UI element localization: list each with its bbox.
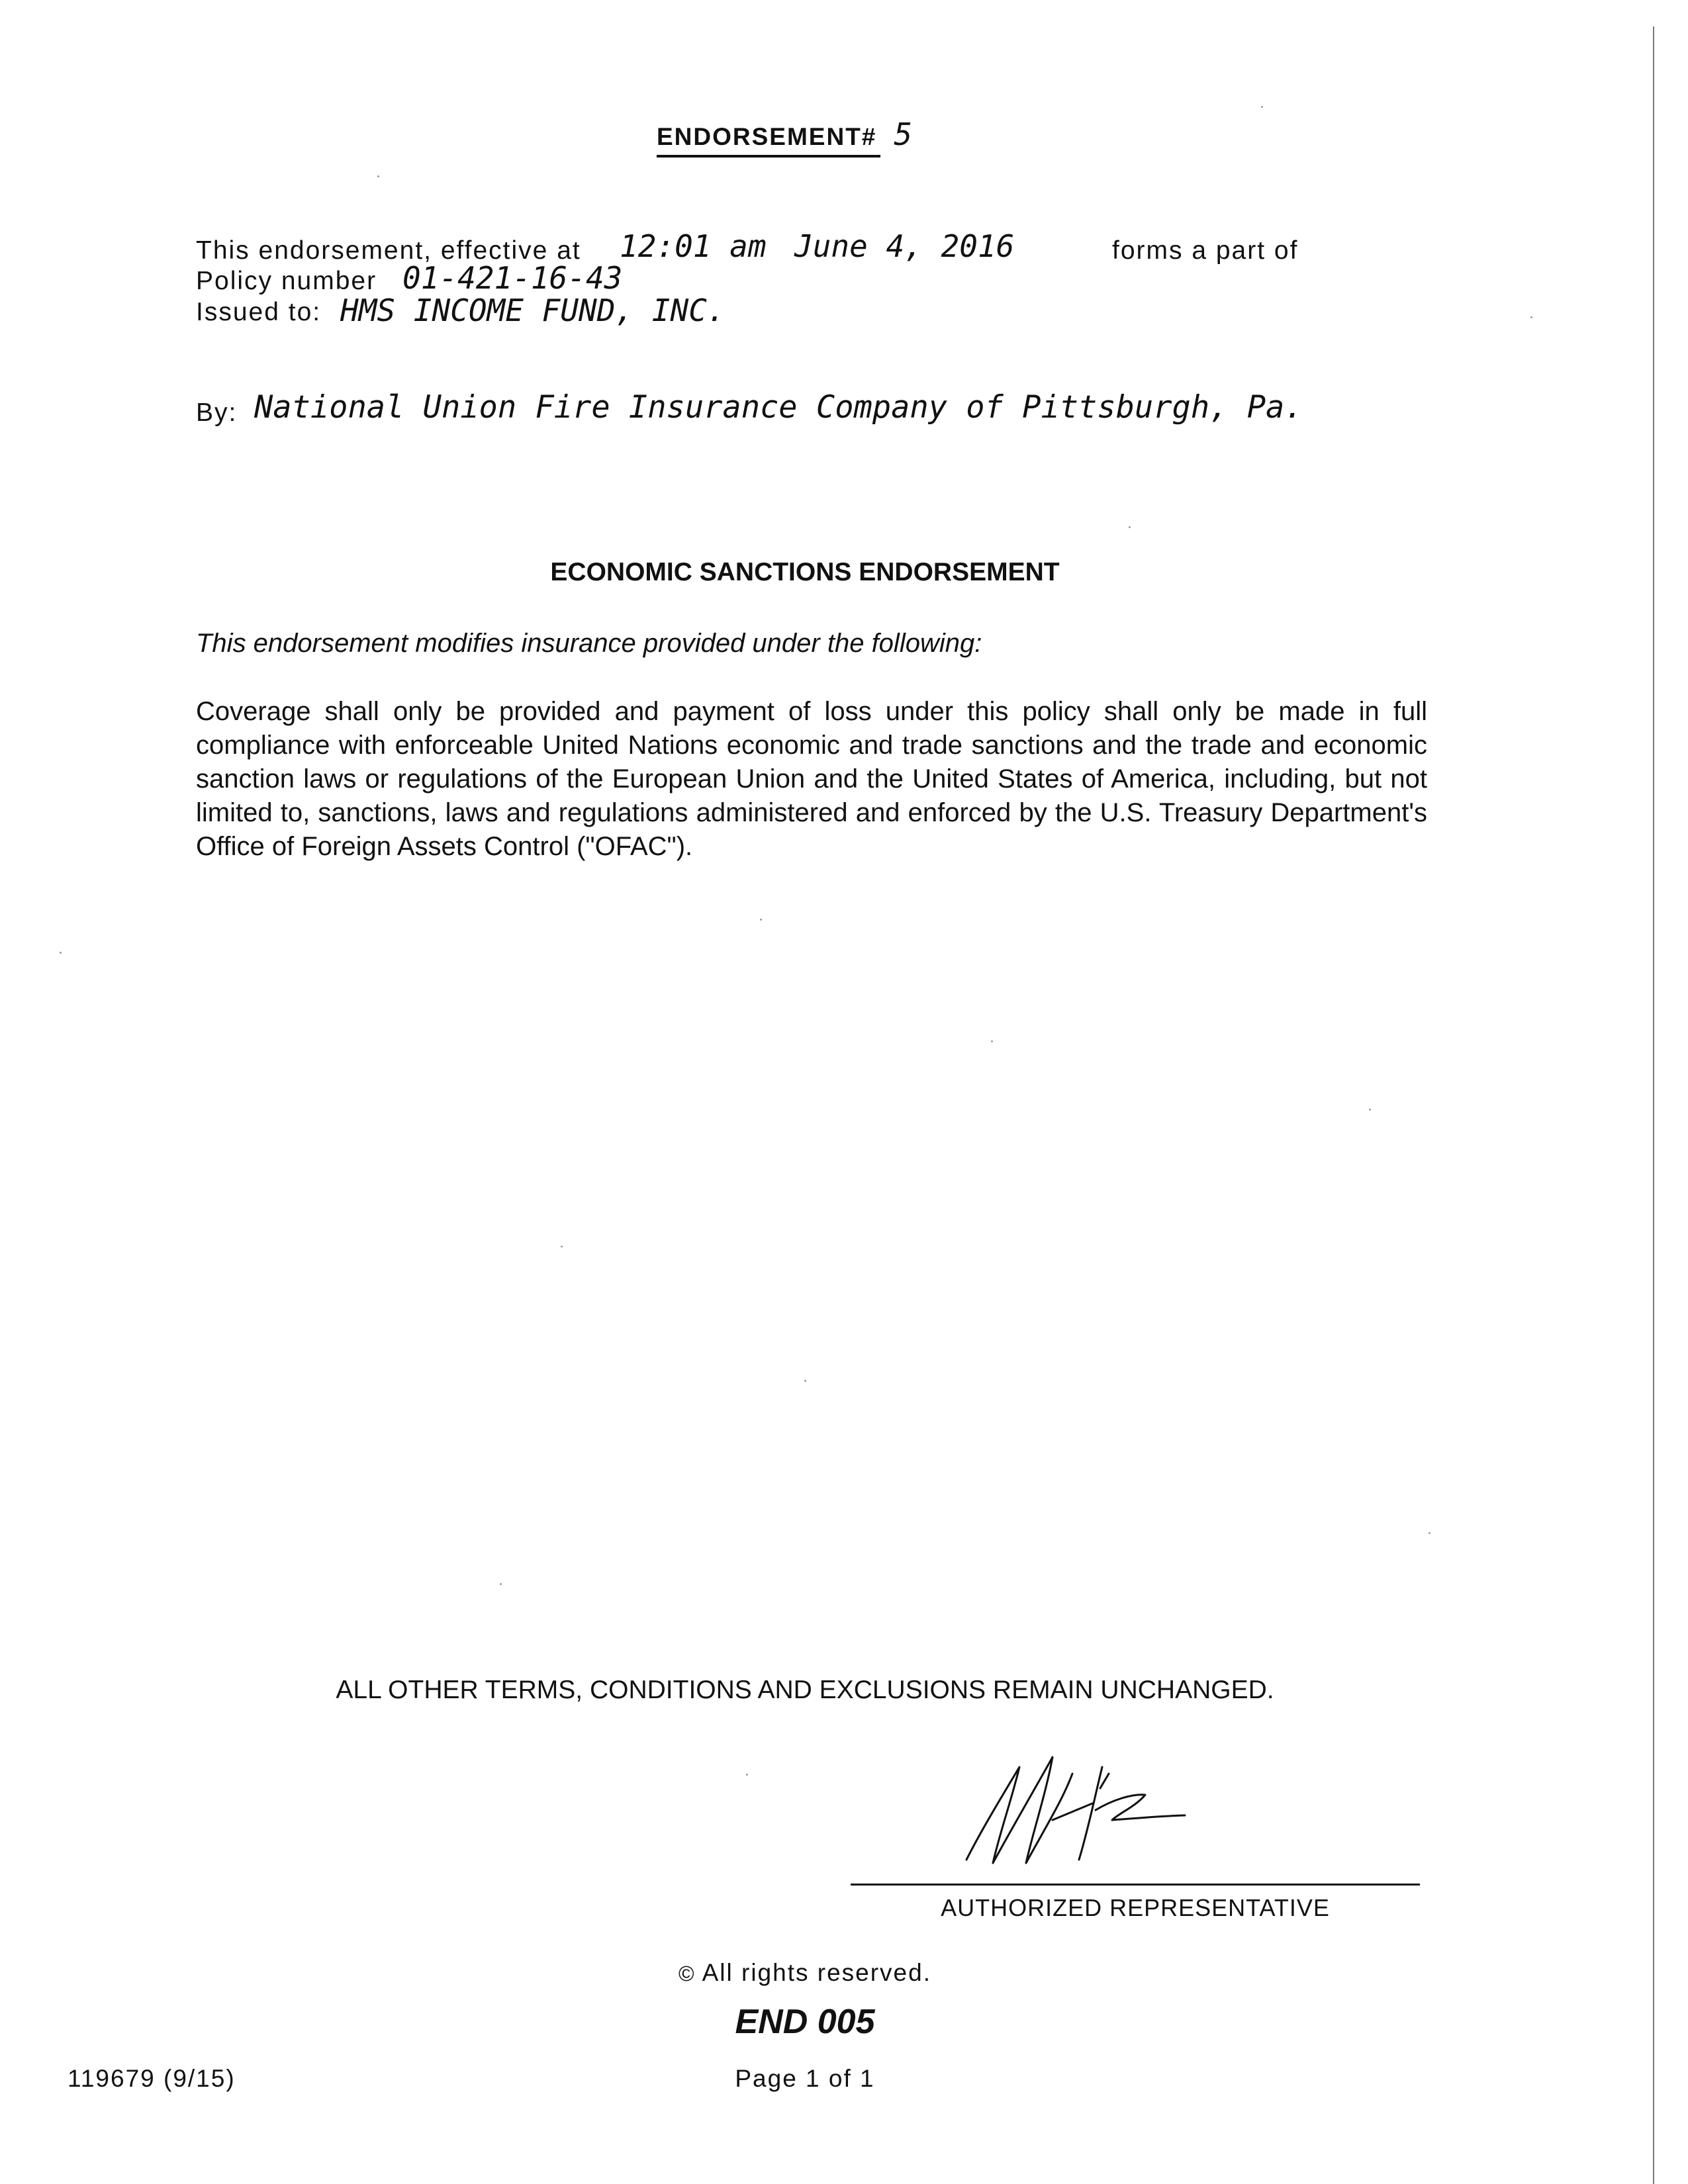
page-number: Page 1 of 1	[735, 2065, 875, 2092]
scan-speck	[377, 175, 379, 177]
issued-to-name: HMS INCOME FUND, INC.	[340, 293, 726, 328]
section-title: ECONOMIC SANCTIONS ENDORSEMENT	[550, 558, 1060, 586]
scan-speck	[1129, 526, 1131, 528]
scan-speck	[1261, 106, 1263, 108]
insurer-name: National Union Fire Insurance Company of Pittsburgh, Pa.	[254, 389, 1303, 426]
scan-speck	[746, 1774, 748, 1776]
intro-line: This endorsement modifies insurance provided under the following:	[196, 629, 982, 658]
form-number: 119679 (9/15)	[68, 2065, 236, 2092]
rights-text: All rights reserved.	[702, 1959, 931, 1986]
effective-date: June 4, 2016	[794, 228, 1015, 264]
terms-unchanged-line: ALL OTHER TERMS, CONDITIONS AND EXCLUSIONS REMAIN UNCHANGED.	[336, 1676, 1274, 1704]
scan-speck	[1530, 316, 1532, 318]
issued-to-label: Issued to:	[196, 298, 322, 326]
coverage-paragraph: Coverage shall only be provided and payment of loss under this policy shall only be made in full compliance with enforceable United Nations economic and trade sanctions and the trade and economic sanction laws or regulations of the European Union and the United States of America, including, but not limited to, sanctions, laws and regulations administered and enforced by the U.S. Treasury Department's Office of Foreign Assets Control ("OFAC").	[196, 697, 1427, 861]
signature-image	[953, 1747, 1192, 1880]
scan-speck	[561, 1246, 563, 1248]
forms-part-label: forms a part of	[1112, 236, 1299, 265]
form-code: END 005	[735, 2003, 875, 2041]
scan-speck	[1369, 1109, 1371, 1111]
scan-speck	[804, 1380, 806, 1382]
scan-speck	[760, 919, 762, 921]
scan-speck	[500, 1583, 502, 1585]
scan-speck	[991, 1040, 993, 1042]
endorsement-heading	[657, 116, 912, 158]
endorsement-number: 5	[894, 116, 913, 152]
rights-reserved-line	[0, 1959, 1610, 1987]
by-label: By:	[196, 398, 238, 427]
copyright-icon: ©	[679, 1962, 696, 1985]
policy-number: 01-421-16-43	[402, 260, 623, 296]
authorized-representative-caption: AUTHORIZED REPRESENTATIVE	[941, 1894, 1330, 1921]
signature-line	[851, 1884, 1420, 1886]
scan-speck	[1429, 1532, 1430, 1534]
policy-number-label: Policy number	[196, 267, 377, 295]
endorsement-label: ENDORSEMENT#	[657, 123, 880, 158]
effective-label: This endorsement, effective at	[196, 236, 581, 265]
scan-edge-line	[1653, 26, 1654, 2184]
scan-speck	[60, 952, 62, 954]
effective-time: 12:01 am	[620, 228, 767, 264]
